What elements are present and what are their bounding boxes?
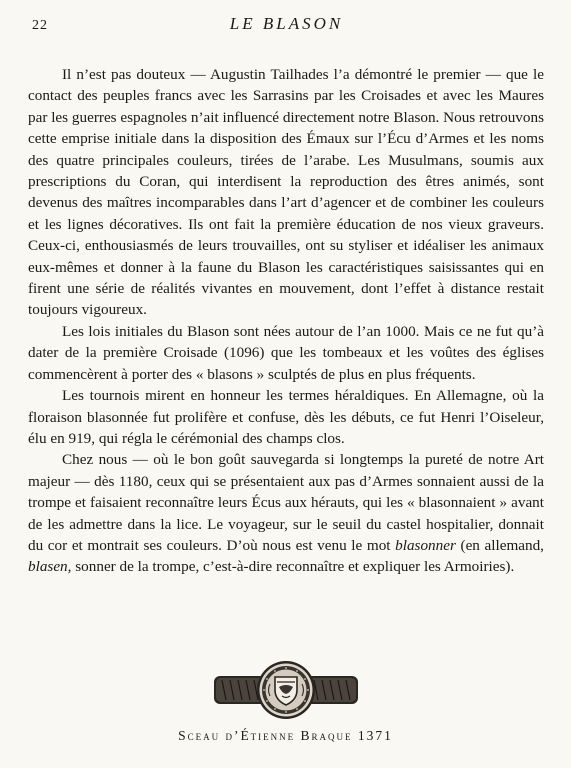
figure-caption: Sceau d’Étienne Braque 1371 xyxy=(178,728,393,743)
paragraph-2: Les lois initiales du Blason sont nées autour de l’an 1000. Mais ce ne fut qu’à dater de la première Croisade (1096) que les tombeaux et les voûtes des églises commencèrent à porter des « blasons » sculptés de plus en plus fréquents. xyxy=(28,322,544,383)
page-header xyxy=(32,14,541,38)
page-number: 22 xyxy=(32,18,48,33)
body-text xyxy=(28,64,544,578)
paragraph-4-text-b: (en allemand, xyxy=(455,536,544,554)
running-title: LE BLASON xyxy=(229,14,344,33)
paragraph-4 xyxy=(28,449,544,577)
paragraph-4-text-a: Chez nous — où le bon goût sauvegarda si longtemps la pureté de notre Art majeur — dès 1180, ceux qui se présentaient aux pas d’Armes sonnaient aussi de la trompe et faisaient reconnaître leurs Écus aux hérauts, qui les « blasonnaient » avant de les admettre dans la lice. Le voyageur, sur le seuil du castel hospitalier, donnait du cor et montrait ses couleurs. D’où nous est venu le mot xyxy=(28,451,544,554)
paragraph-1: Il n’est pas douteux — Augustin Tailhades l’a démontré le premier — que le contact des peuples francs avec les Sarrasins par les Croisades et avec les Maures par les guerres espagnoles n’ait influencé directement notre Blason. Nous retrouvons cette emprise initiale dans la disposition des Émaux sur l’Écu d’Armes et les noms des quatre principales couleurs, tirées de l’arabe. Les Musulmans, soumis aux prescriptions du Coran, qui interdisent la reproduction des êtres animés, sont devenus des maîtres incomparables dans l’art d’agencer et de combiner les couleurs et les lignes décoratives. Ils ont fait la première éducation de nos vieux graveurs. Ceux-ci, enthousiasmés de leurs trouvailles, ont su styliser et idéaliser les animaux eux-mêmes et donner à la faune du Blason les caractéristiques saisissantes qui en firent une série de réalités vivantes en mouvement, dont l’effet à distance restait toujours vigoureux. xyxy=(28,66,544,319)
term-blasonner: blasonner xyxy=(395,536,456,554)
seal-icon xyxy=(212,660,360,720)
term-blasen: blasen, xyxy=(28,558,72,576)
paragraph-3: Les tournois mirent en honneur les termes héraldiques. En Allemagne, où la floraison blasonnée fut prolifère et confuse, dès les débuts, ce fut Henri l’Oiseleur, élu en 919, qui régla le cérémonial des champs clos. xyxy=(28,387,544,447)
seal-figure xyxy=(212,660,360,720)
paragraph-4-text-c: sonner de la trompe, c’est-à-dire reconnaître et expliquer les Armoiries). xyxy=(71,558,515,576)
